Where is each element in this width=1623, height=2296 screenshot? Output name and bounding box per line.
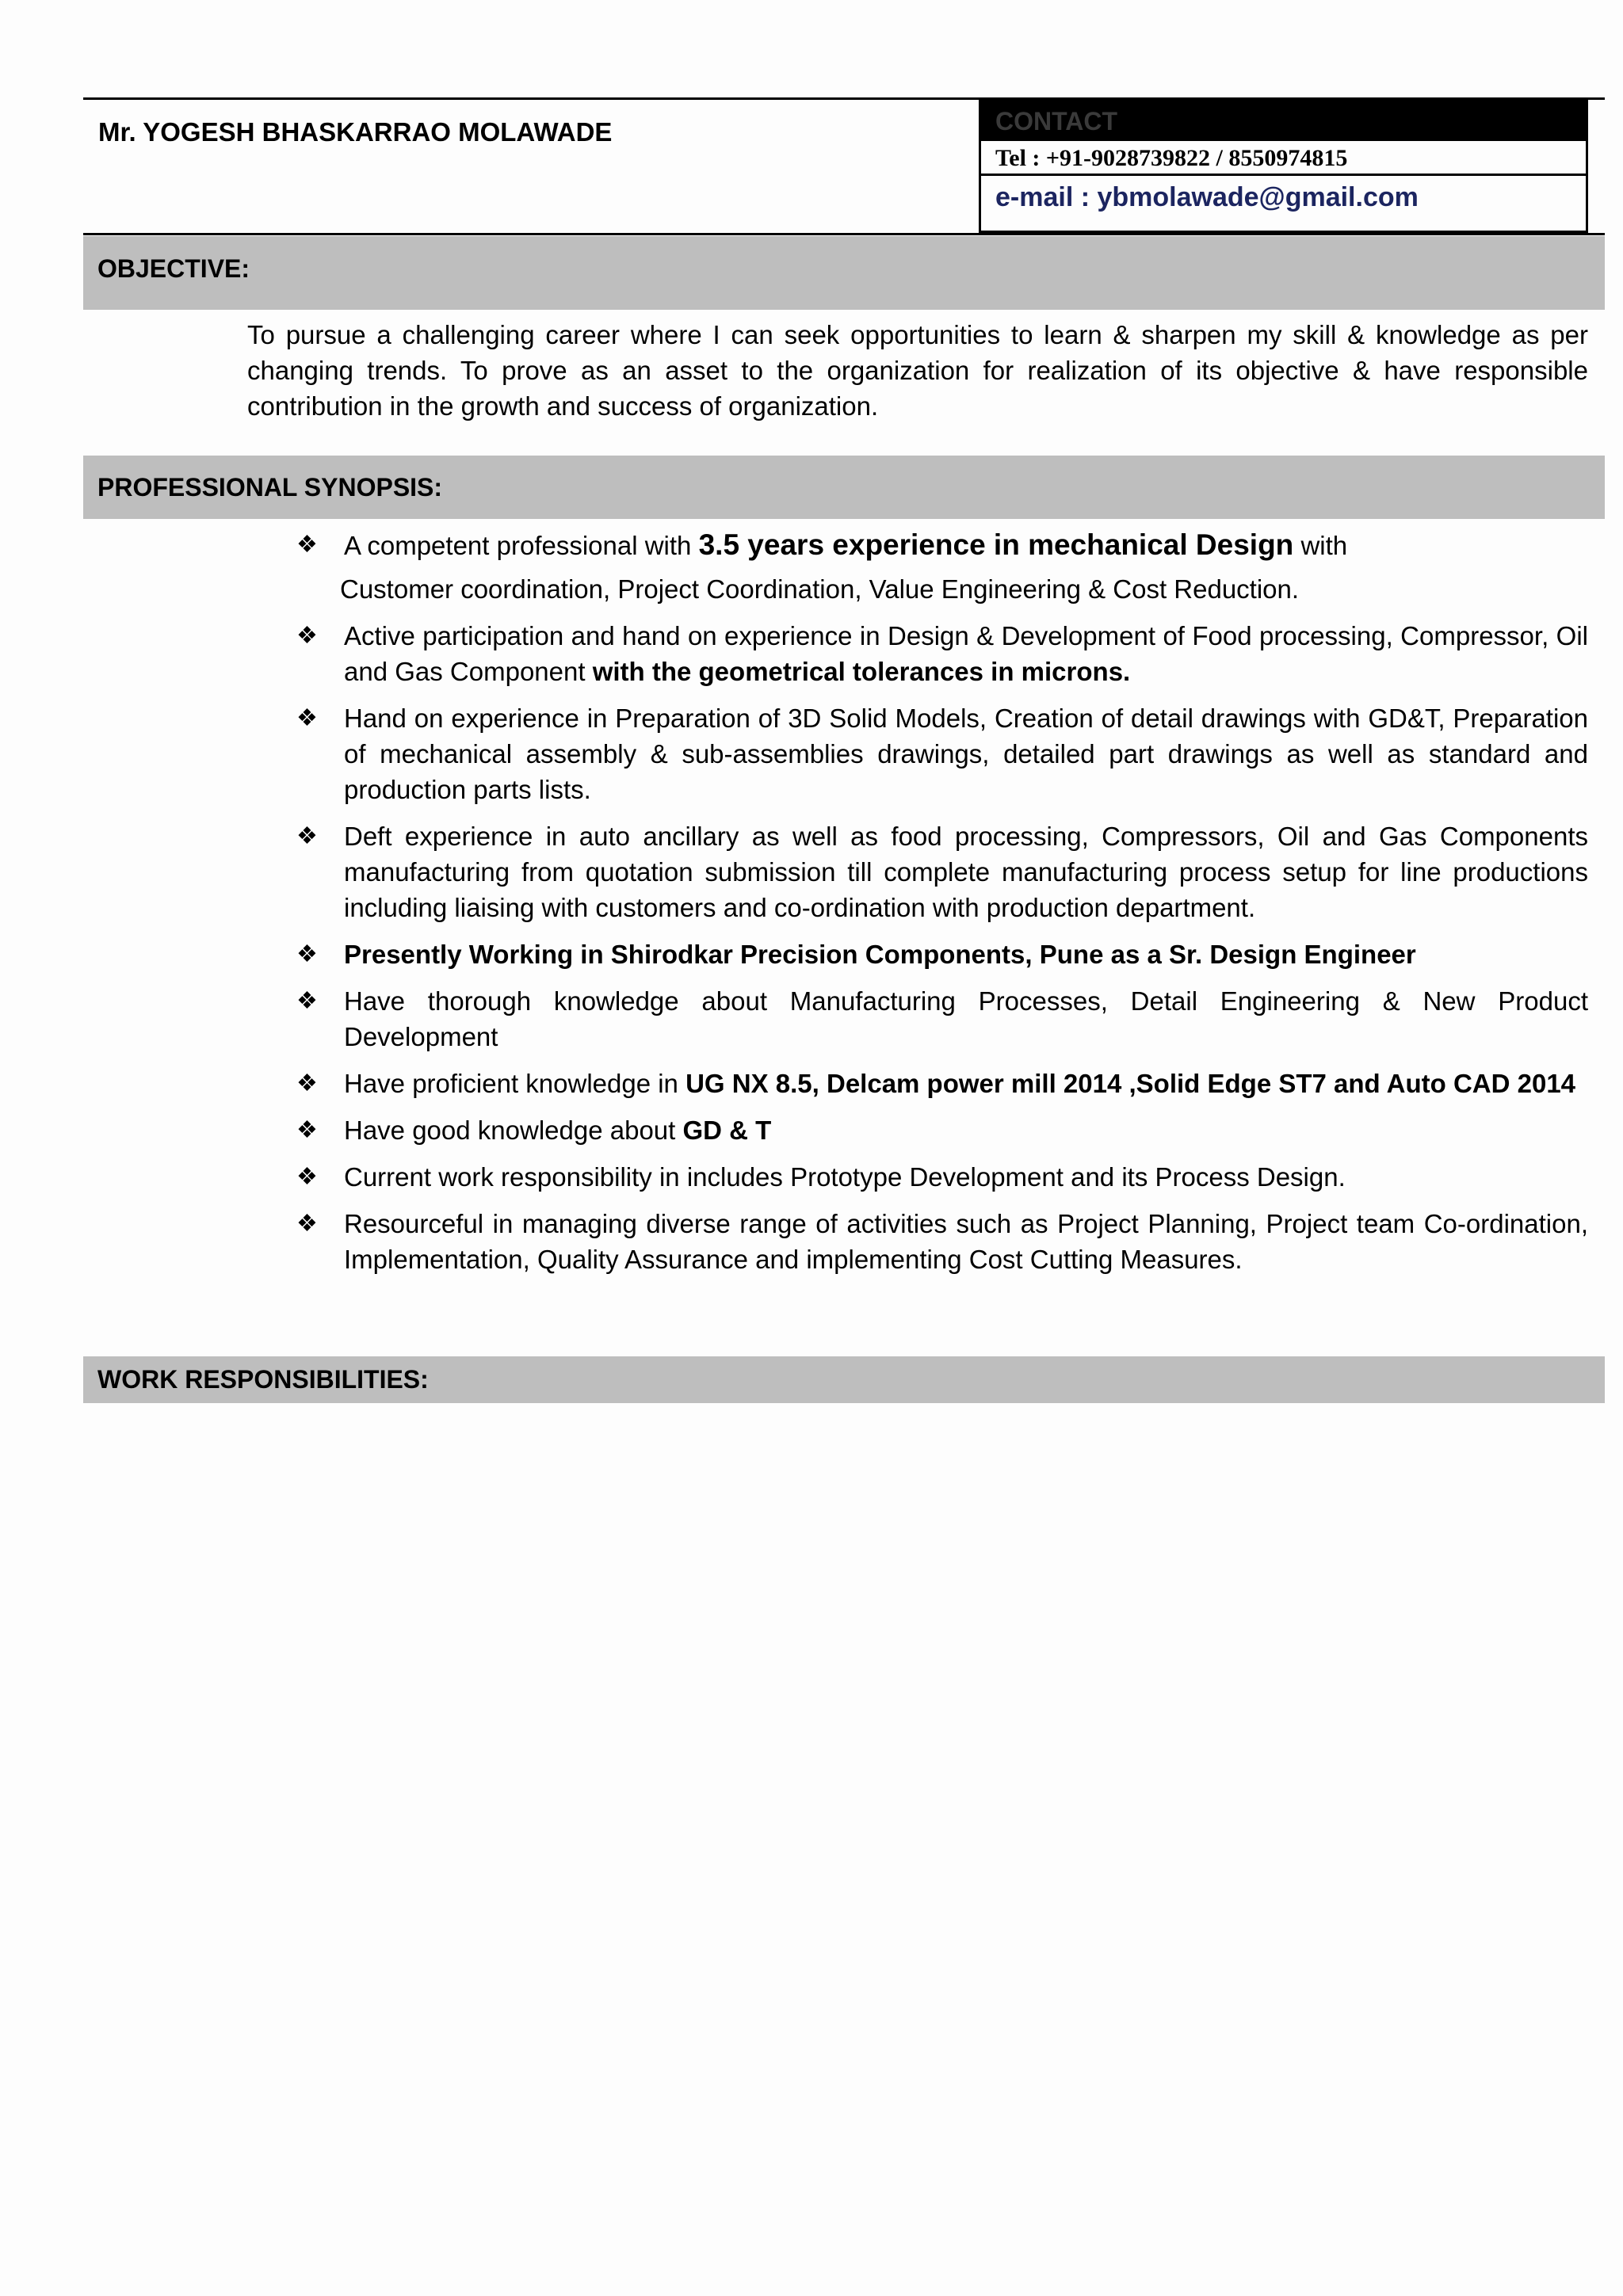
contact-box xyxy=(979,98,1588,233)
bullet-icon: ❖ xyxy=(296,988,318,1014)
item-text: Deft experience in auto ancillary as well as food processing, Compressors, Oil and Gas Components manufacturing from quotation submission till complete manufacturing process setup for line productions including liaising with customers and co-ordination with production department. xyxy=(344,822,1588,922)
item-text: Have proficient knowledge in xyxy=(344,1069,686,1098)
bullet-icon: ❖ xyxy=(296,623,318,649)
bullet-icon: ❖ xyxy=(296,705,318,731)
item-text: Have thorough knowledge about Manufacturing Processes, Detail Engineering & New Product Development xyxy=(344,986,1588,1051)
synopsis-list xyxy=(296,527,1588,1288)
contact-email[interactable]: e-mail : ybmolawade@gmail.com xyxy=(995,182,1419,212)
candidate-name: Mr. YOGESH BHASKARRAO MOLAWADE xyxy=(98,117,613,147)
item-text: Current work responsibility in includes Prototype Development and its Process Design. xyxy=(344,1162,1346,1192)
item-emphasis: Presently Working in Shirodkar Precision Components, Pune as a Sr. Design Engineer xyxy=(344,940,1416,969)
item-text: with xyxy=(1293,531,1348,560)
bullet-icon: ❖ xyxy=(296,823,318,849)
item-text: Hand on experience in Preparation of 3D Solid Models, Creation of detail drawings with GD&T, Preparation of mechanical assembly & sub-assemblies drawings, detailed part drawings as well as standard and production parts lists. xyxy=(344,704,1588,804)
item-text: Customer coordination, Project Coordination, Value Engineering & Cost Reduction. xyxy=(340,574,1300,604)
synopsis-heading: PROFESSIONAL SYNOPSIS: xyxy=(83,456,1605,519)
item-text: Resourceful in managing diverse range of activities such as Project Planning, Project team Co-ordination, Implementation, Quality Assurance and implementing Cost Cutting Measures. xyxy=(344,1209,1588,1274)
item-emphasis: 3.5 years experience in mechanical Design xyxy=(698,528,1294,561)
list-item xyxy=(296,1066,1588,1101)
objective-heading: OBJECTIVE: xyxy=(83,236,1605,310)
item-emphasis: GD & T xyxy=(682,1116,772,1145)
list-item xyxy=(296,1112,1588,1148)
objective-text: To pursue a challenging career where I can seek opportunities to learn & sharpen my skill & knowledge as per changing trends. To prove as an asset to the organization for realization of its objective & have responsible contribution in the growth and success of organization. xyxy=(247,320,1588,421)
bullet-icon: ❖ xyxy=(296,1070,318,1097)
item-text: A competent professional with xyxy=(344,531,699,560)
bullet-icon: ❖ xyxy=(296,532,318,558)
list-item xyxy=(296,1206,1588,1277)
list-item xyxy=(296,1159,1588,1195)
list-item xyxy=(296,527,1588,607)
item-emphasis: with the geometrical tolerances in microns. xyxy=(592,657,1131,686)
contact-telephone: Tel : +91-9028739822 / 8550974815 xyxy=(981,141,1586,176)
item-emphasis: UG NX 8.5, Delcam power mill 2014 ,Solid Edge ST7 and Auto CAD 2014 xyxy=(685,1069,1576,1098)
bullet-icon: ❖ xyxy=(296,1211,318,1237)
contact-title: CONTACT xyxy=(981,101,1586,141)
list-item xyxy=(296,618,1588,689)
bullet-icon: ❖ xyxy=(296,1164,318,1190)
list-item xyxy=(296,983,1588,1055)
item-text: Active participation and hand on experience in Design & Development of Food processing, Compressor, Oil and Gas Component xyxy=(344,621,1588,686)
header-rule xyxy=(83,233,1605,235)
bullet-icon: ❖ xyxy=(296,941,318,967)
list-item xyxy=(296,818,1588,925)
list-item xyxy=(296,936,1588,972)
item-text: Have good knowledge about xyxy=(344,1116,683,1145)
bullet-icon: ❖ xyxy=(296,1117,318,1143)
list-item xyxy=(296,700,1588,807)
work-responsibilities-heading: WORK RESPONSIBILITIES: xyxy=(83,1356,1605,1403)
